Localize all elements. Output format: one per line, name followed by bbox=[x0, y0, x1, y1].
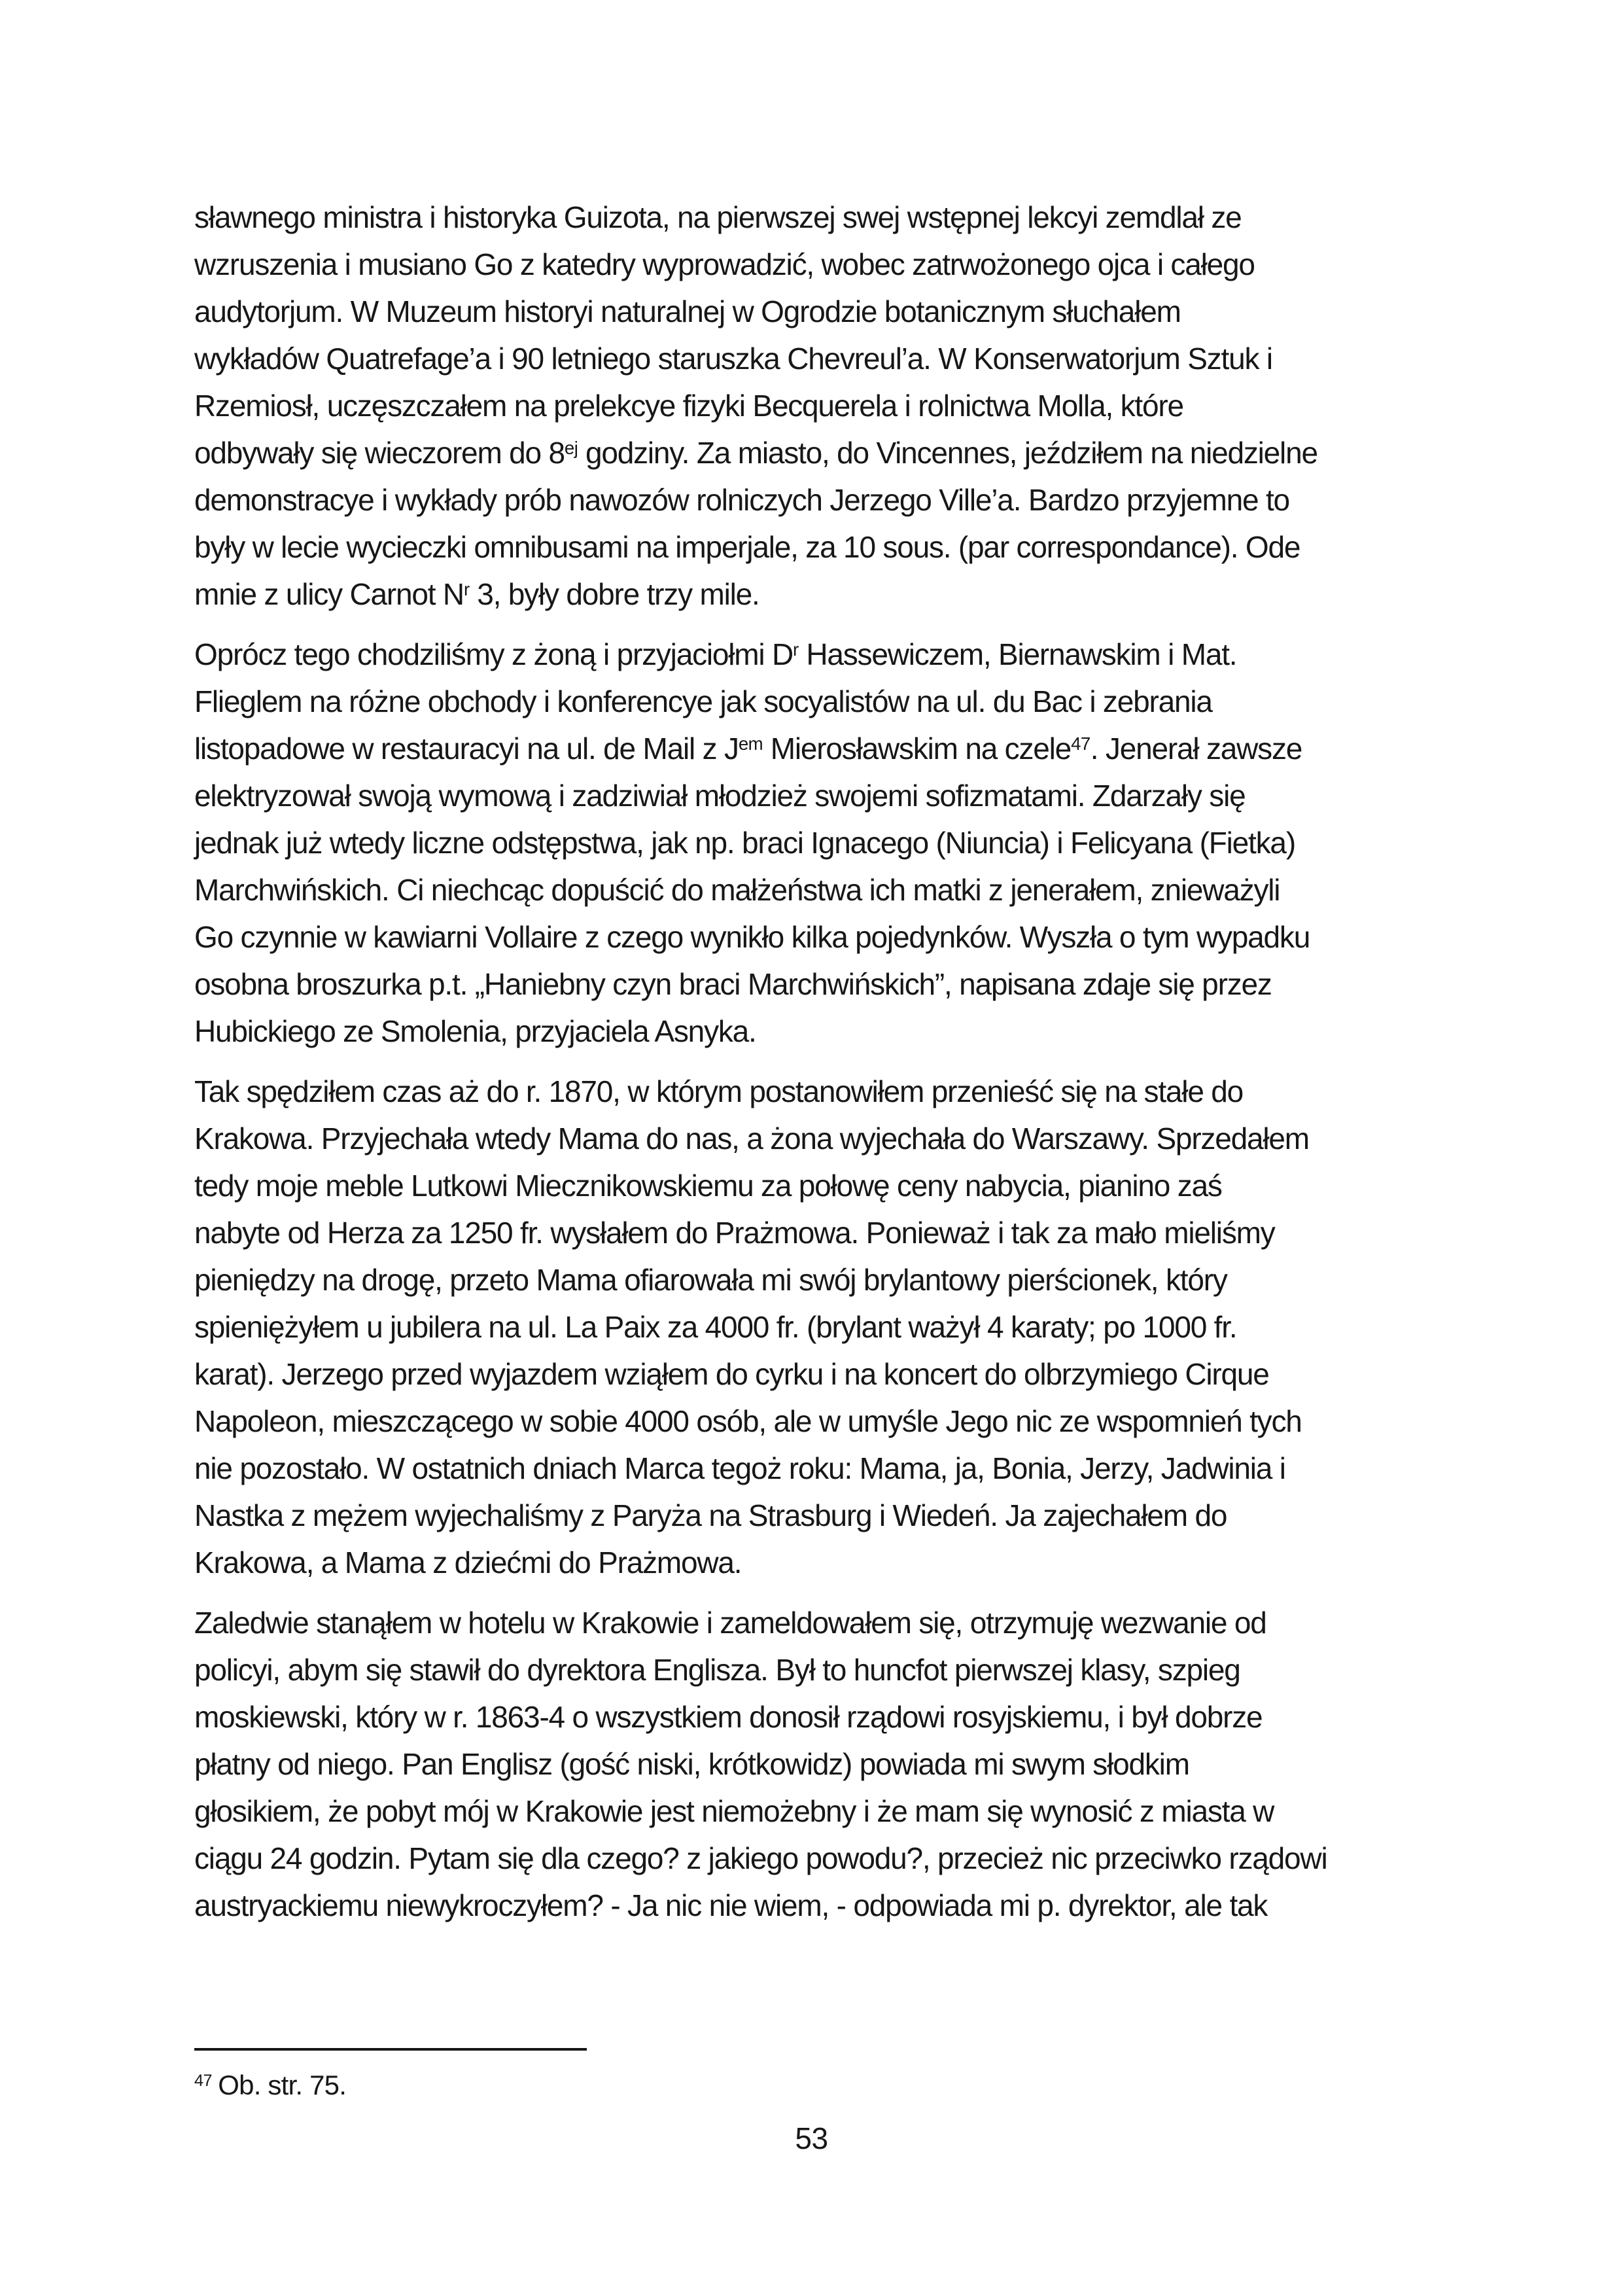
text-line: były w lecie wycieczki omnibusami na imperjale, za 10 sous. (par correspondance). Ode bbox=[194, 530, 1300, 564]
text-line: głosikiem, że pobyt mój w Krakowie jest niemożebny i że mam się wynosić z miasta w bbox=[194, 1794, 1274, 1828]
text-line: wzruszenia i musiano Go z katedry wyprowadzić, wobec zatrwożonego ojca i całego bbox=[194, 247, 1255, 281]
text-line: moskiewski, który w r. 1863-4 o wszystkiem donosił rządowi rosyjskiemu, i był dobrze bbox=[194, 1700, 1263, 1734]
text-line: odbywały się wieczorem do $8^{ej}$ godziny. Za miasto, do Vincennes, jeździłem na niedzielne bbox=[194, 436, 1318, 470]
text-line: Nastka z mężem wyjechaliśmy z Paryża na Strasburg i Wiedeń. Ja zajechałem do bbox=[194, 1498, 1227, 1532]
text-line: Go czynnie w kawiarni Vollaire z czego wynikło kilka pojedynków. Wyszła o tym wypadku bbox=[194, 920, 1310, 954]
paragraph bbox=[194, 1068, 1437, 1586]
text-line: policyi, abym się stawił do dyrektora Englisza. Był to huncfot pierwszej klasy, szpieg bbox=[194, 1653, 1240, 1687]
text-line: Marchwińskich. Ci niechcąc dopuścić do małżeństwa ich matki z jenerałem, znieważyli bbox=[194, 873, 1280, 907]
paragraph bbox=[194, 194, 1437, 618]
text-line: tedy moje meble Lutkowi Miecznikowskiemu za połowę ceny nabycia, pianino zaś bbox=[194, 1169, 1222, 1203]
text-line: sławnego ministra i historyka Guizota, na pierwszej swej wstępnej lekcyi zemdlał ze bbox=[194, 200, 1242, 234]
footnote-separator-rule bbox=[194, 2048, 587, 2051]
footnote-marker: 47 bbox=[194, 2072, 213, 2091]
paragraph bbox=[194, 631, 1437, 1055]
text-line: ciągu 24 godzin. Pytam się dla czego? z jakiego powodu?, przecież nic przeciwko rządowi bbox=[194, 1841, 1327, 1875]
text-line: audytorjum. W Muzeum historyi naturalnej w Ogrodzie botanicznym słuchałem bbox=[194, 294, 1181, 328]
text-line: Oprócz tego chodziliśmy z żoną i przyjaciołmi $D^r$ Hassewiczem, Biernawskim i Mat. bbox=[194, 637, 1237, 671]
text-line: nabyte od Herza za 1250 fr. wysłałem do Prażmowa. Ponieważ i tak za mało mieliśmy bbox=[194, 1216, 1275, 1250]
text-line: karat). Jerzego przed wyjazdem wziąłem do cyrku i na koncert do olbrzymiego Cirque bbox=[194, 1357, 1269, 1391]
text-line: Hubickiego ze Smolenia, przyjaciela Asnyka. bbox=[194, 1014, 756, 1048]
body-text bbox=[194, 194, 1437, 1942]
text-line: Krakowa, a Mama z dziećmi do Prażmowa. bbox=[194, 1545, 742, 1580]
text-line: listopadowe w restauracyi na ul. de Mail z $J^{em}$ Mierosławskim na czele$^{47}$. Jenerał zawsze bbox=[194, 732, 1302, 766]
text-line: Napoleon, mieszczącego w sobie 4000 osób, ale w umyśle Jego nic ze wspomnień tych bbox=[194, 1404, 1302, 1438]
text-line: spieniężyłem u jubilera na ul. La Paix za 4000 fr. (brylant ważył 4 karaty; po 1000 fr. bbox=[194, 1310, 1237, 1344]
footnote bbox=[194, 2066, 346, 2105]
text-line: Tak spędziłem czas aż do r. 1870, w którym postanowiłem przenieść się na stałe do bbox=[194, 1074, 1244, 1108]
text-line: mnie z ulicy Carnot $N^r$ 3, były dobre trzy mile. bbox=[194, 577, 759, 611]
text-line: płatny od niego. Pan Englisz (gość niski, krótkowidz) powiada mi swym słodkim bbox=[194, 1747, 1189, 1781]
text-line: wykładów Quatrefage’a i 90 letniego staruszka Chevreul’a. W Konserwatorjum Sztuk i bbox=[194, 342, 1272, 376]
text-line: demonstracye i wykłady prób nawozów rolniczych Jerzego Ville’a. Bardzo przyjemne to bbox=[194, 483, 1289, 517]
text-line: Rzemiosł, uczęszczałem na prelekcye fizyki Becquerela i rolnictwa Molla, które bbox=[194, 389, 1183, 423]
text-line: nie pozostało. W ostatnich dniach Marca tegoż roku: Mama, ja, Bonia, Jerzy, Jadwinia i bbox=[194, 1451, 1285, 1485]
footnote-text: Ob. str. 75. bbox=[218, 2070, 347, 2100]
text-line: pieniędzy na drogę, przeto Mama ofiarowała mi swój brylantowy pierścionek, który bbox=[194, 1263, 1227, 1297]
text-line: austryackiemu niewykroczyłem? - Ja nic nie wiem, - odpowiada mi p. dyrektor, ale tak bbox=[194, 1888, 1268, 1922]
text-line: Zaledwie stanąłem w hotelu w Krakowie i zameldowałem się, otrzymuję wezwanie od bbox=[194, 1606, 1266, 1640]
paragraph bbox=[194, 1599, 1437, 1929]
text-line: Krakowa. Przyjechała wtedy Mama do nas, a żona wyjechała do Warszawy. Sprzedałem bbox=[194, 1122, 1309, 1156]
text-line: osobna broszurka p.t. „Haniebny czyn braci Marchwińskich”, napisana zdaje się przez bbox=[194, 967, 1272, 1001]
page-number: 53 bbox=[795, 2121, 828, 2155]
text-line: elektryzował swoją wymową i zadziwiał młodzież swojemi sofizmatami. Zdarzały się bbox=[194, 779, 1246, 813]
text-line: Flieglem na różne obchody i konferencye jak socyalistów na ul. du Bac i zebrania bbox=[194, 684, 1212, 718]
text-line: jednak już wtedy liczne odstępstwa, jak np. braci Ignacego (Niuncia) i Felicyana (Fietka) bbox=[194, 826, 1295, 860]
